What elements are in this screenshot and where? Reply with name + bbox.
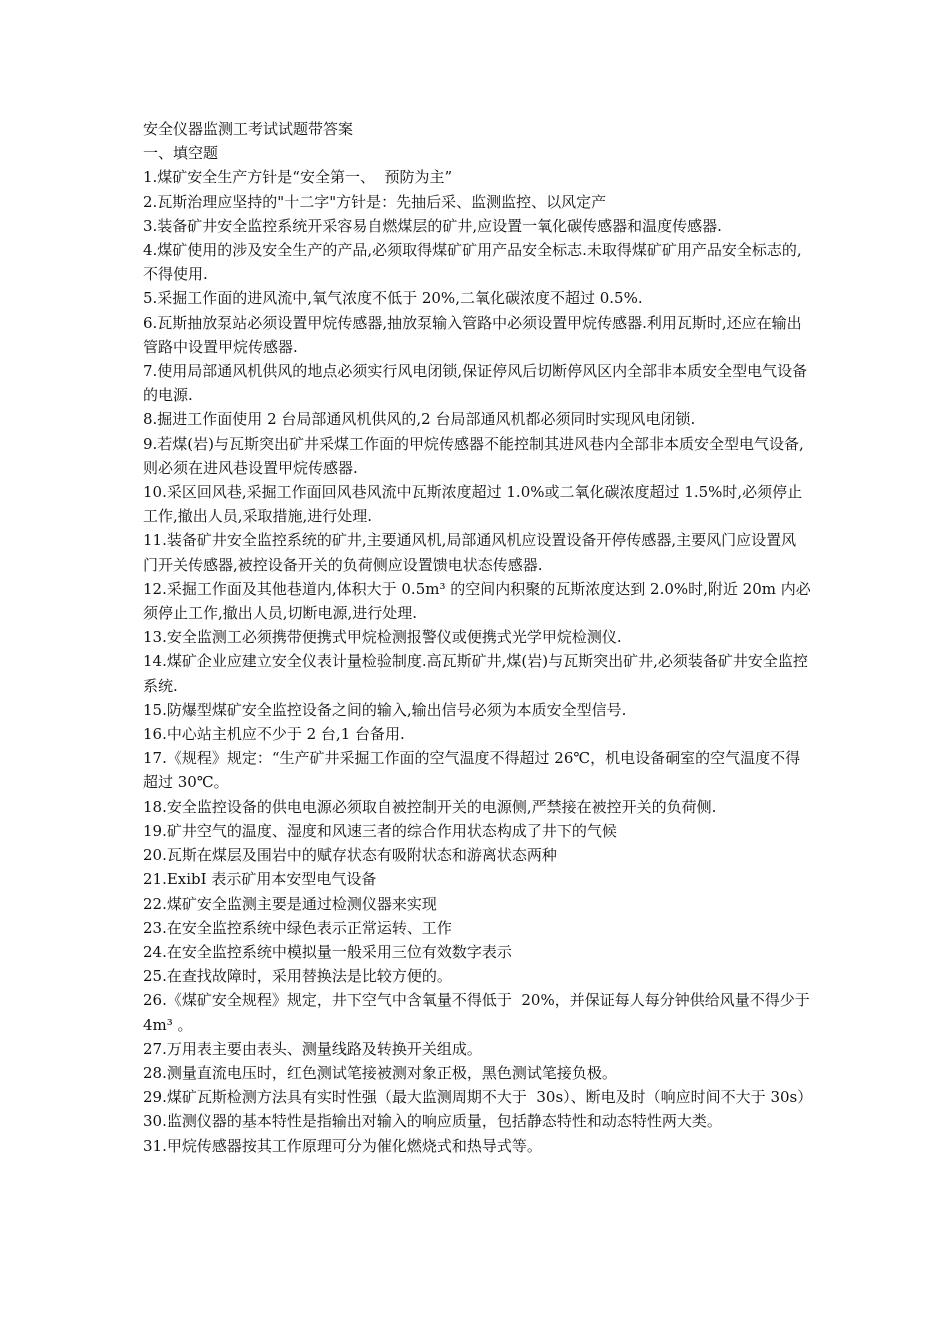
document-body (143, 117, 815, 1158)
question-item-5: 5.采掘工作面的进风流中,氧气浓度不低于 20%,二氧化碳浓度不超过 0.5%. (143, 289, 643, 308)
question-item-20: 20.瓦斯在煤层及围岩中的赋存状态有吸附状态和游离状态两种 (143, 846, 557, 865)
question-item-24: 24.在安全监控系统中模拟量一般采用三位有效数字表示 (143, 942, 512, 961)
question-item-15: 15.防爆型煤矿安全监控设备之间的输入,输出信号必须为本质安全型信号. (143, 700, 627, 719)
question-item-3: 3.装备矿井安全监控系统开采容易自燃煤层的矿井,应设置一氧化碳传感器和温度传感器. (143, 216, 722, 235)
question-item-27: 27.万用表主要由表头、测量线路及转换开关组成。 (143, 1039, 482, 1058)
question-item-18: 18.安全监控设备的供电电源必须取自被控制开关的电源侧,严禁接在被控开关的负荷侧. (143, 797, 717, 816)
question-item-6: 6.瓦斯抽放泵站必须设置甲烷传感器,抽放泵输入管路中必须设置甲烷传感器.利用瓦斯时,还应在输出管路中设置甲烷传感器. (143, 313, 802, 356)
question-item-25: 25.在查找故障时，采用替换法是比较方便的。 (143, 967, 452, 986)
question-item-8: 8.掘进工作面使用 2 台局部通风机供风的,2 台局部通风机都必须同时实现风电闭锁. (143, 410, 696, 429)
question-item-23: 23.在安全监控系统中绿色表示正常运转、工作 (143, 918, 452, 937)
question-item-11: 11.装备矿井安全监控系统的矿井,主要通风机,局部通风机应设置设备开停传感器,主要风门应设置风门开关传感器,被控设备开关的负荷侧应设置馈电状态传感器. (143, 531, 797, 574)
question-item-17: 17.《规程》规定：“生产矿井采掘工作面的空气温度不得超过 26℃，机电设备硐室的空气温度不得超过 30℃。 (143, 749, 801, 792)
section-heading: 一、填空题 (143, 144, 219, 163)
question-item-12: 12.采掘工作面及其他巷道内,体积大于 0.5m³ 的空间内积聚的瓦斯浓度达到 2.0%时,附近 20m 内必须停止工作,撤出人员,切断电源,进行处理. (143, 579, 811, 623)
question-item-10: 10.采区回风巷,采掘工作面回风巷风流中瓦斯浓度超过 1.0%或二氧化碳浓度超过 1.5%时,必须停止工作,撤出人员,采取措施,进行处理. (143, 483, 803, 526)
question-item-14: 14.煤矿企业应建立安全仪表计量检验制度.高瓦斯矿井,煤(岩)与瓦斯突出矿井,必须装备矿井安全监控系统. (143, 652, 808, 695)
question-item-9: 9.若煤(岩)与瓦斯突出矿井采煤工作面的甲烷传感器不能控制其进风巷内全部非本质安全型电气设备,则必须在进风巷设置甲烷传感器. (143, 434, 804, 477)
question-item-4: 4.煤矿使用的涉及安全生产的产品,必须取得煤矿矿用产品安全标志.未取得煤矿矿用产品安全标志的,不得使用. (143, 241, 802, 284)
question-item-7: 7.使用局部通风机供风的地点必须实行风电闭锁,保证停风后切断停风区内全部非本质安全型电气设备的电源. (143, 362, 808, 405)
question-item-16: 16.中心站主机应不少于 2 台,1 台备用. (143, 725, 405, 744)
question-item-26: 26.《煤矿安全规程》规定，井下空气中含氧量不得低于 20%，并保证每人每分钟供给风量不得少于 4m³ 。 (143, 991, 815, 1034)
question-item-13: 13.安全监测工必须携带便携式甲烷检测报警仪或便携式光学甲烷检测仪. (143, 628, 622, 647)
document-title: 安全仪器监测工考试试题带答案 (143, 120, 354, 138)
question-item-30: 30.监测仪器的基本特性是指输出对输入的响应质量，包括静态特性和动态特性两大类。 (143, 1112, 722, 1131)
question-item-22: 22.煤矿安全监测主要是通过检测仪器来实现 (143, 894, 437, 913)
question-item-29: 29.煤矿瓦斯检测方法具有实时性强（最大监测周期不大于 30s）、断电及时（响应时间不大于 30s） (143, 1088, 813, 1107)
question-item-31: 31.甲烷传感器按其工作原理可分为催化燃烧式和热导式等。 (143, 1136, 542, 1155)
question-item-21: 21.ExibI 表示矿用本安型电气设备 (143, 870, 377, 889)
question-item-1: 1.煤矿安全生产方针是“安全第一、 预防为主” (143, 168, 453, 187)
question-item-2: 2.瓦斯治理应坚持的"十二字"方针是：先抽后采、监测监控、以风定产 (143, 192, 607, 211)
question-item-28: 28.测量直流电压时，红色测试笔接被测对象正极，黑色测试笔接负极。 (143, 1063, 617, 1082)
question-item-19: 19.矿井空气的温度、湿度和风速三者的综合作用状态构成了井下的气候 (143, 821, 617, 840)
